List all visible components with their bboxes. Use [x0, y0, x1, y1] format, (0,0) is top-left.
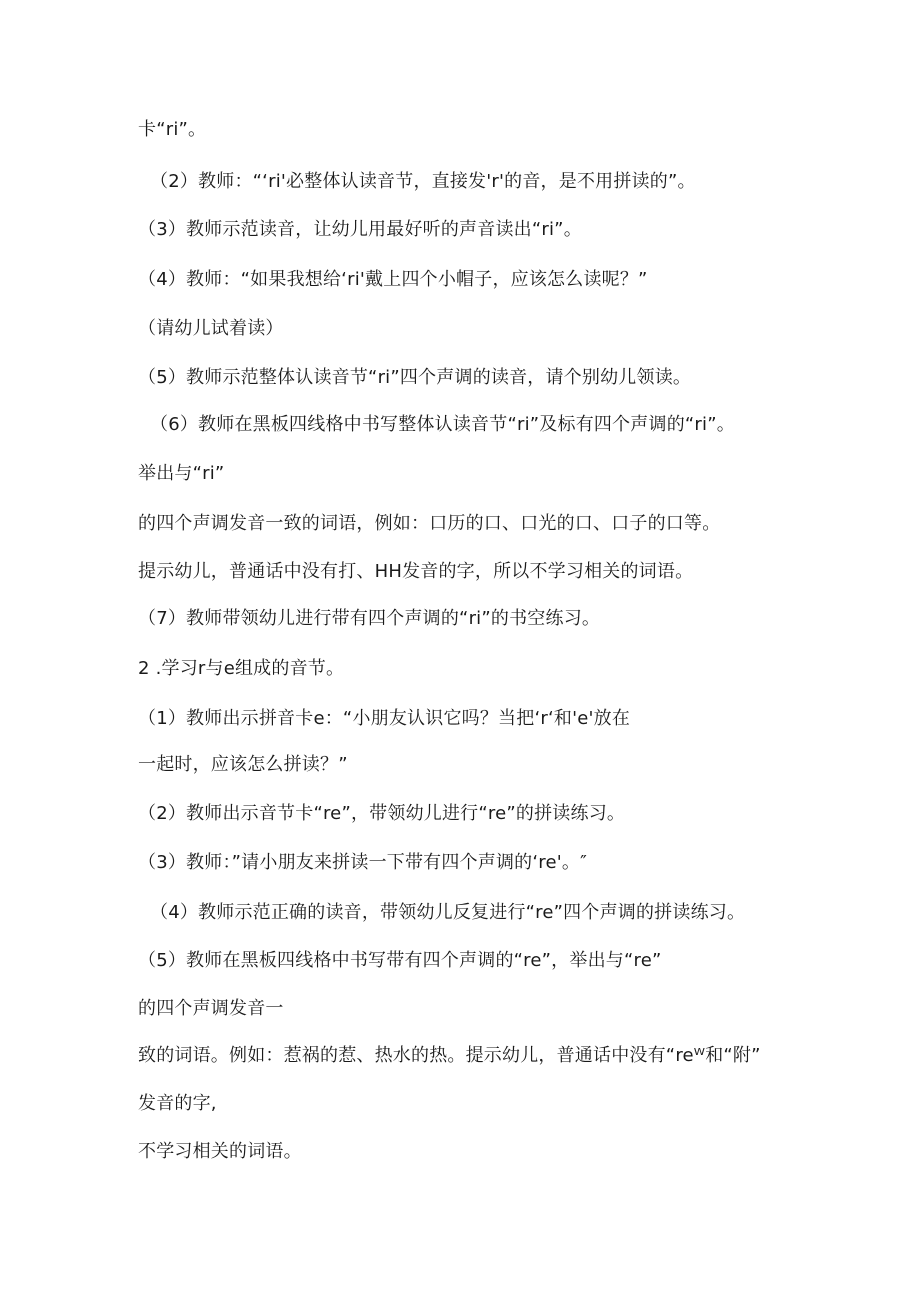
text-line: 提示幼儿，普通话中没有打、HH发音的字，所以不学习相关的词语。 — [138, 561, 694, 582]
text-line: （请幼儿试着读） — [138, 318, 284, 339]
text-line: （4）教师示范正确的读音，带领幼儿反复进行“re”四个声调的拼读练习。 — [150, 902, 746, 923]
text-line: 举出与“ri” — [138, 463, 225, 484]
text-line: （2）教师出示音节卡“re”，带领幼儿进行“re”的拼读练习。 — [138, 803, 626, 824]
text-line: （5）教师在黑板四线格中书写带有四个声调的“re”，举出与“re” — [138, 950, 662, 971]
text-line: 不学习相关的词语。 — [138, 1141, 302, 1162]
text-line: （1）教师出示拼音卡e：“小朋友认识它吗？当把‘r‘和'e'放在 — [138, 708, 631, 729]
text-line: 的四个声调发音一致的词语，例如：口历的口、口光的口、口子的口等。 — [138, 513, 721, 534]
text-line: 卡“ri”。 — [138, 119, 207, 140]
text-line: 的四个声调发音一 — [138, 998, 284, 1019]
text-line: （2）教师：“‘ri'必整体认读音节，直接发'r'的音，是不用拼读的”。 — [150, 171, 696, 192]
text-line: 2 .学习r与e组成的音节。 — [138, 658, 345, 679]
text-line: 致的词语。例如：惹祸的惹、热水的热。提示幼儿，普通话中没有“reᵂ和“附” — [138, 1045, 761, 1066]
text-line: （6）教师在黑板四线格中书写整体认读音节“ri”及标有四个声调的“ri”。 — [150, 414, 735, 435]
text-line: 一起时，应该怎么拼读？” — [138, 754, 348, 775]
text-line: （3）教师：”请小朋友来拼读一下带有四个声调的‘re'。″ — [138, 852, 588, 873]
text-line: 发音的字, — [138, 1093, 217, 1114]
text-line: （5）教师示范整体认读音节“ri”四个声调的读音，请个别幼儿领读。 — [138, 367, 692, 388]
text-line: （3）教师示范读音，让幼儿用最好听的声音读出“ri”。 — [138, 219, 582, 240]
text-line: （7）教师带领幼儿进行带有四个声调的“ri”的书空练习。 — [138, 608, 601, 629]
text-line: （4）教师：“如果我想给‘ri'戴上四个小帽子，应该怎么读呢？” — [138, 269, 648, 290]
